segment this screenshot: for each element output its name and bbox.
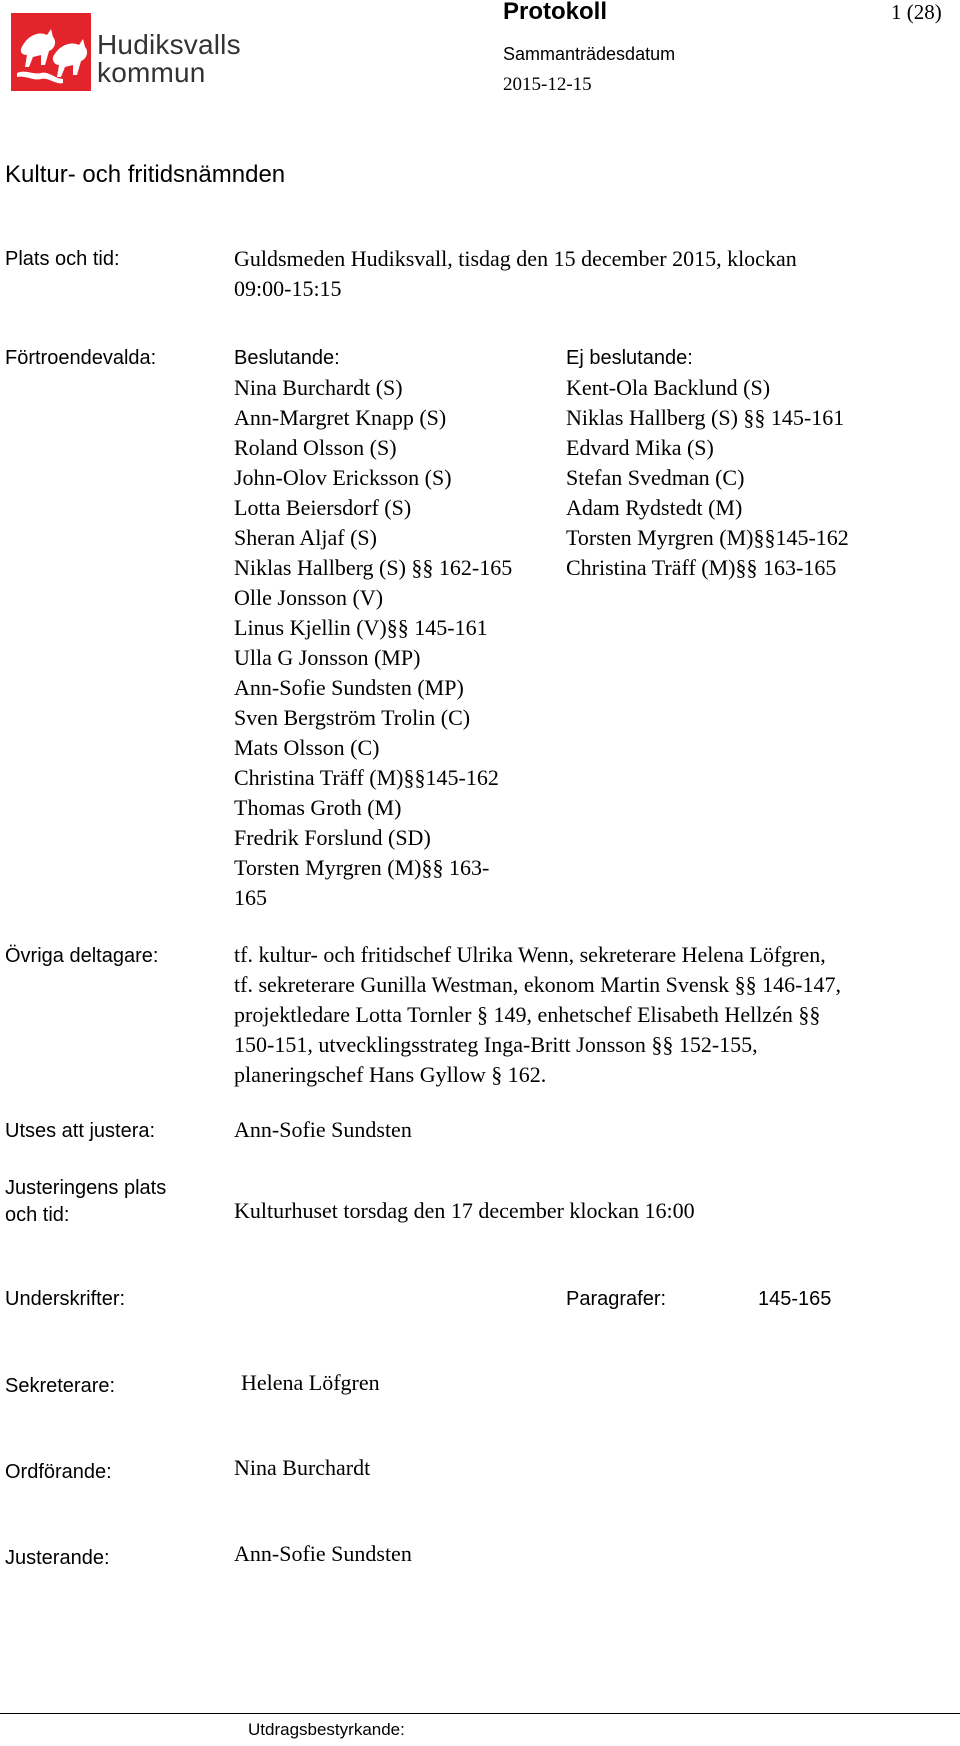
deciding-members-list	[234, 343, 512, 913]
adjust-place-label-line1: Justeringens plats	[5, 1177, 167, 1199]
list-item: Ann-Sofie Sundsten (MP)	[234, 675, 464, 700]
others-line: tf. sekreterare Gunilla Westman, ekonom Martin Svensk §§ 146-147,	[234, 972, 841, 997]
list-item: Stefan Svedman (C)	[566, 465, 745, 490]
secretary-label: Sekreterare:	[5, 1375, 116, 1397]
list-item: Torsten Myrgren (M)§§ 163-	[234, 855, 490, 880]
list-item: Kent-Ola Backlund (S)	[566, 375, 771, 400]
secretary-name: Helena Löfgren	[241, 1370, 380, 1395]
paragraphs-label: Paragrafer:	[566, 1288, 667, 1310]
signatures-label: Underskrifter:	[5, 1288, 126, 1310]
paragraphs-range: 145-165	[758, 1288, 832, 1310]
list-item: Sheran Aljaf (S)	[234, 525, 377, 550]
committee-name: Kultur- och fritidsnämnden	[5, 161, 286, 188]
non-deciding-heading: Ej beslutande:	[566, 347, 693, 369]
list-item: Olle Jonsson (V)	[234, 585, 384, 610]
list-item: Niklas Hallberg (S) §§ 162-165	[234, 555, 513, 580]
document-title: Protokoll	[503, 0, 608, 25]
list-item: 165	[234, 885, 267, 910]
others-label: Övriga deltagare:	[5, 945, 159, 967]
adjuster-label: Utses att justera:	[5, 1120, 156, 1142]
goat-emblem-icon	[11, 13, 91, 91]
extract-certification-label: Utdragsbestyrkande:	[248, 1720, 405, 1739]
page-number: 1 (28)	[891, 0, 942, 24]
list-item: Torsten Myrgren (M)§§145-162	[566, 525, 849, 550]
officials-label: Förtroendevalda:	[5, 347, 157, 369]
adjuster-name: Ann-Sofie Sundsten	[234, 1117, 412, 1142]
place-line-2: 09:00-15:15	[234, 276, 342, 301]
municipality-logo	[11, 13, 91, 91]
others-text	[234, 940, 841, 1090]
meeting-date-label: Sammanträdesdatum	[503, 44, 676, 64]
logo-name-line1: Hudiksvalls	[97, 29, 241, 60]
others-line: 150-151, utvecklingsstrateg Inga-Britt Jonsson §§ 152-155,	[234, 1032, 758, 1057]
place-label: Plats och tid:	[5, 248, 120, 270]
list-item: Adam Rydstedt (M)	[566, 495, 743, 520]
footer-divider	[0, 1713, 960, 1714]
list-item: Niklas Hallberg (S) §§ 145-161	[566, 405, 845, 430]
list-item: Sven Bergström Trolin (C)	[234, 705, 471, 730]
list-item: Thomas Groth (M)	[234, 795, 402, 820]
signing-adjuster-name: Ann-Sofie Sundsten	[234, 1541, 412, 1566]
chair-label: Ordförande:	[5, 1461, 112, 1483]
list-item: Linus Kjellin (V)§§ 145-161	[234, 615, 488, 640]
list-item: Nina Burchardt (S)	[234, 375, 403, 400]
list-item: Ulla G Jonsson (MP)	[234, 645, 421, 670]
list-item: Lotta Beiersdorf (S)	[234, 495, 412, 520]
list-item: Edvard Mika (S)	[566, 435, 714, 460]
chair-name: Nina Burchardt	[234, 1455, 371, 1480]
list-item: Christina Träff (M)§§145-162	[234, 765, 499, 790]
place-line-1: Guldsmeden Hudiksvall, tisdag den 15 december 2015, klockan	[234, 246, 797, 271]
list-item: Roland Olsson (S)	[234, 435, 397, 460]
others-line: tf. kultur- och fritidschef Ulrika Wenn, sekreterare Helena Löfgren,	[234, 942, 826, 967]
list-item: Ann-Margret Knapp (S)	[234, 405, 447, 430]
logo-name-line2: kommun	[97, 57, 206, 88]
deciding-heading: Beslutande:	[234, 347, 340, 369]
meeting-date: 2015-12-15	[503, 74, 592, 95]
list-item: Fredrik Forslund (SD)	[234, 825, 431, 850]
adjust-place-label-line2: och tid:	[5, 1204, 70, 1226]
adjust-place-value: Kulturhuset torsdag den 17 december klockan 16:00	[234, 1198, 695, 1223]
signing-adjuster-label: Justerande:	[5, 1547, 110, 1569]
list-item: John-Olov Ericksson (S)	[234, 465, 452, 490]
list-item: Mats Olsson (C)	[234, 735, 380, 760]
others-line: planeringschef Hans Gyllow § 162.	[234, 1062, 547, 1087]
non-deciding-members-list	[566, 343, 849, 583]
list-item: Christina Träff (M)§§ 163-165	[566, 555, 837, 580]
others-line: projektledare Lotta Tornler § 149, enhetschef Elisabeth Hellzén §§	[234, 1002, 821, 1027]
